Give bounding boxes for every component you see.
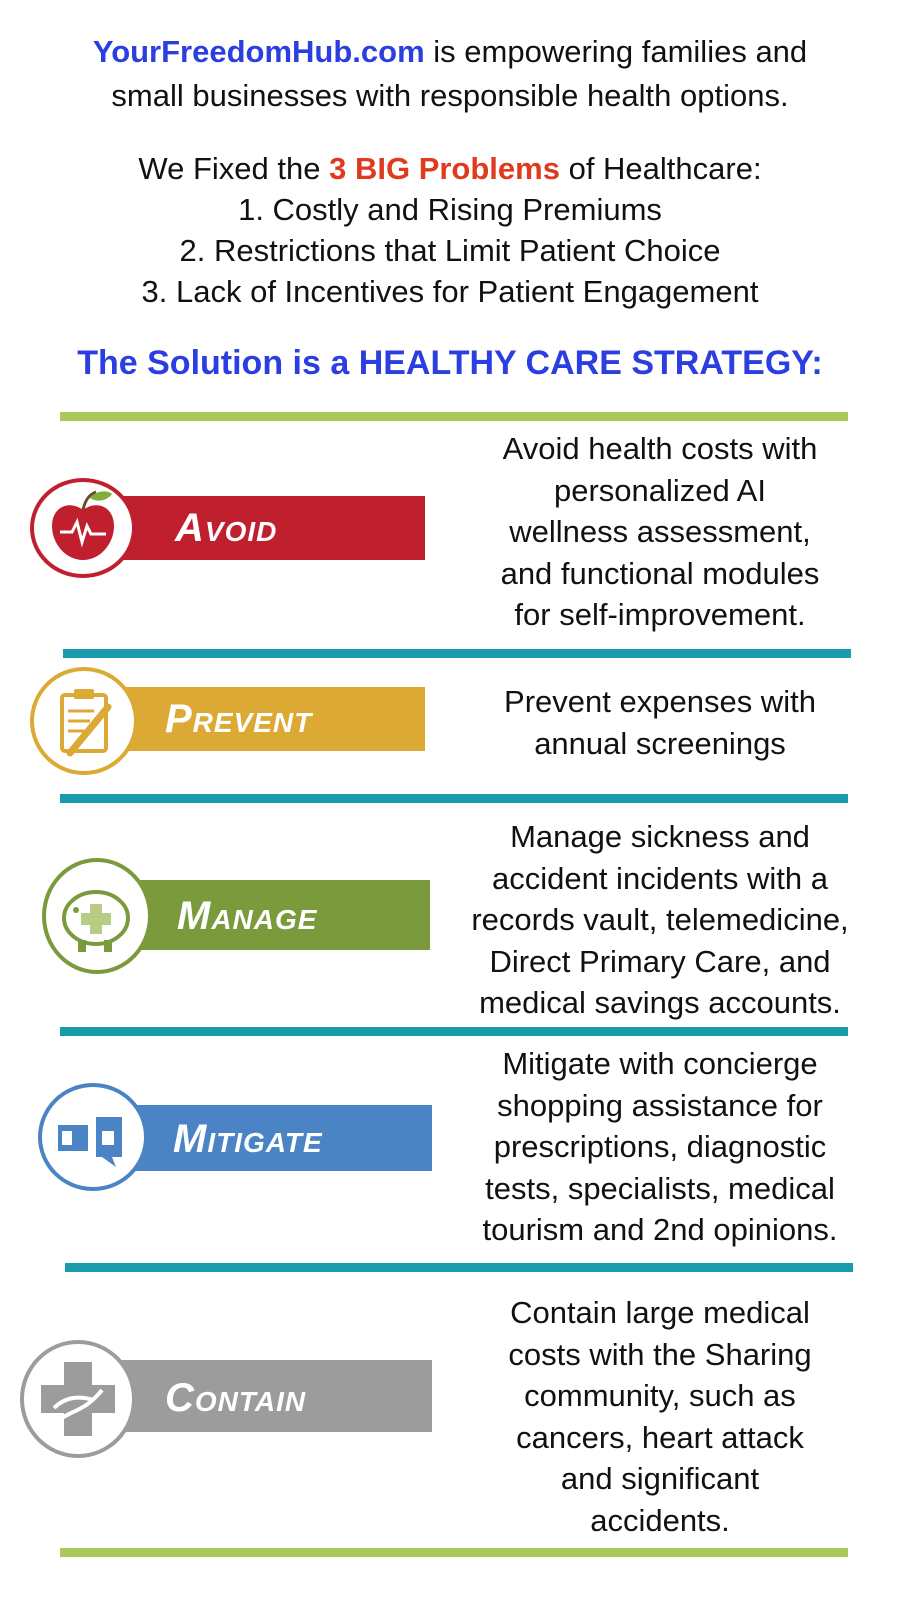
avoid-badge [30, 478, 430, 578]
avoid-description: Avoid health costs with personalized AI wellness assessment, and functional modules for self-improvement. [500, 431, 820, 632]
problems-highlight: 3 BIG Problems [329, 151, 560, 186]
divider-3 [60, 1027, 848, 1036]
divider-top [60, 412, 848, 421]
piggy-bank-cross-icon [42, 858, 152, 974]
problems-block [0, 148, 900, 312]
cross-helping-hands-icon [20, 1340, 136, 1458]
divider-4 [65, 1263, 853, 1272]
manage-badge [42, 858, 442, 974]
manage-description: Manage sickness and accident incidents with a records vault, telemedicine, Direct Primary Care, and medical savings accounts. [471, 819, 849, 1020]
divider-2 [60, 794, 848, 803]
avoid-label: Avoid [175, 506, 278, 550]
medical-cross-chat-icon [38, 1083, 148, 1191]
apple-heartbeat-icon [30, 478, 136, 578]
manage-label: Manage [177, 894, 318, 938]
prevent-label: Prevent [165, 697, 313, 741]
divider-bottom [60, 1548, 848, 1557]
intro-line-1 [0, 30, 900, 74]
intro-line-1-rest: is empowering families and [424, 34, 808, 69]
prevent-badge [30, 667, 430, 775]
problem-item-2: 2. Restrictions that Limit Patient Choice [179, 233, 721, 268]
contain-badge [20, 1340, 440, 1458]
problem-item-1: 1. Costly and Rising Premiums [238, 192, 662, 227]
intro-text [0, 30, 900, 118]
mitigate-label: Mitigate [173, 1117, 323, 1161]
clipboard-thermometer-icon [30, 667, 138, 775]
solution-heading: The Solution is a HEALTHY CARE STRATEGY: [77, 344, 823, 382]
mitigate-badge [38, 1083, 438, 1191]
contain-description: Contain large medical costs with the Sharing community, such as cancers, heart attack and significant accidents. [508, 1295, 812, 1538]
prevent-description: Prevent expenses with annual screenings [504, 684, 816, 761]
mitigate-description: Mitigate with concierge shopping assistance for prescriptions, diagnostic tests, specialists, medical tourism and 2nd opinions. [482, 1046, 838, 1247]
site-link[interactable]: YourFreedomHub.com [92, 34, 425, 69]
problems-lead: We Fixed the 3 BIG Problems of Healthcare: [138, 151, 762, 186]
contain-label: Contain [165, 1376, 307, 1420]
problem-item-3: 3. Lack of Incentives for Patient Engagement [141, 274, 759, 309]
divider-1 [63, 649, 851, 658]
intro-line-2: small businesses with responsible health options. [111, 78, 789, 113]
